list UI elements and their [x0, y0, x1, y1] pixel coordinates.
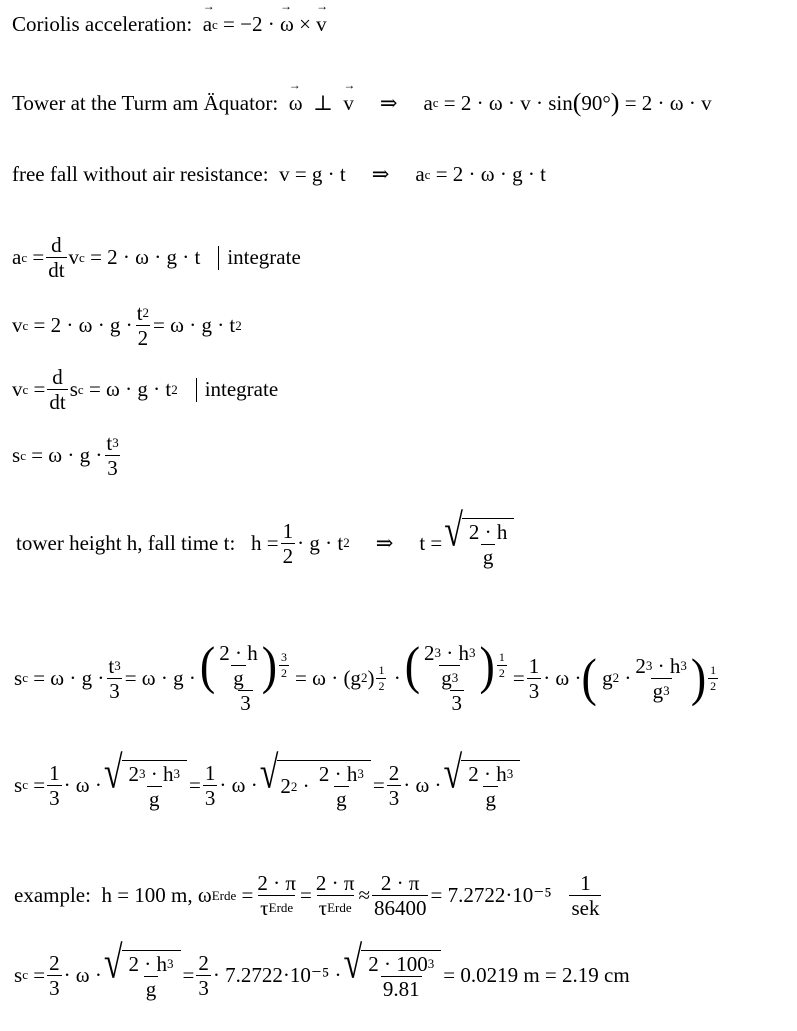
g-value: 9.81 [382, 977, 420, 1002]
equator-label: Tower at the Turm am Äquator: [12, 90, 289, 115]
coriolis-formula: → a c = −2 · → ω × → v [203, 12, 327, 37]
tower-formula: h = $\frac{1}{2}$ · g · t 2 ⇒ t = √ $\frac{2 \cdot h}{g}$ [251, 518, 516, 568]
equator-formula: a c = 2 · ω · v · sin ( 90° ) = 2 · ω · v [423, 88, 712, 117]
derivation-step-1: a c = $\frac{d}{dt}$ v c = 2 · ω · g · t integrate [12, 233, 301, 283]
free-fall-velocity: v = g · t [279, 162, 346, 186]
integrate-note: integrate [227, 245, 301, 270]
free-fall-acceleration: a c = 2 · ω · g · t [415, 162, 546, 186]
example-height: h = 100 m [101, 883, 188, 908]
derivation-step-2: v c = 2 · ω · g · t 2 2 = ω · g · t 2 [12, 301, 242, 351]
implies-arrow: ⇒ [379, 90, 398, 115]
implies-arrow: ⇒ [371, 162, 390, 186]
derivation-step-4: s c = ω · g · t 3 3 [12, 431, 119, 481]
substitution-line-1: s c = ω · g · t 3 3 = ω · g · ( $\frac{2 \cdot h}{g}$ ) $\frac{3}{2}$ 3 = ω · (g 2 ) $\frac{1}{2}$ · ( 2 3 · h 3 g 3 ) $\frac{1}{2}$ 3 = $\frac{1}{3}$ · ω · ( g 2 · 2 3 · h 3 g 3 ) $\frac{1}{2}$ [14, 635, 717, 716]
equator-line [12, 88, 712, 118]
d-dt-fraction: $\frac{d}{dt}$ [48, 233, 65, 283]
result-meters: 0.0219 m [460, 962, 540, 987]
example-line [14, 872, 603, 919]
day-seconds: 86400 [373, 896, 427, 921]
coriolis-label: Coriolis acceleration: [12, 12, 203, 36]
result-formula: s c = $\frac{2}{3}$ · ω · √ 2 · h 3 g = $\frac{2}{3}$ · 7.2722·10⁻⁵ · √ 2 · 100 3 9.81 = 0.0219 m = 2.19 cm [14, 938, 630, 1002]
free-fall-line [12, 162, 546, 187]
result-centimeters: 2.19 cm [562, 962, 630, 987]
tower-label: tower height h, fall time t: [16, 530, 252, 555]
free-fall-label: free fall without air resistance: [12, 162, 280, 186]
example-label: example: [14, 883, 102, 908]
coriolis-line [12, 12, 327, 37]
equator-perp: → ω ⊥ → v [289, 91, 354, 116]
omega-value: 7.2722·10⁻⁵ [447, 883, 552, 908]
condition-bar [196, 378, 197, 402]
height-number: 100 [396, 952, 428, 976]
tower-line [16, 506, 516, 570]
substitution-line-2: s c = $\frac{1}{3}$ · ω · √ 2 3 · h 3 g = $\frac{1}{3}$ · ω · √ 2 2 · 2 · h 3 g = $\frac{2}{3}$ · ω · √ 2 · h 3 g [14, 760, 522, 810]
example-formula: h = 100 m , ω Erde = 2 · π τ Erde = 2 · π τ Erde ≈ $\frac{2 \cdot \pi}{86400}$ = 7.2722·10⁻⁵ $\frac{1}{\text{sek}}$ [101, 871, 600, 921]
derivation-step-3: v c = $\frac{d}{dt}$ s c = ω · g · t 2 integrate [12, 365, 279, 415]
integrate-note: integrate [204, 377, 279, 402]
unit-denominator: sek [571, 896, 600, 921]
unit-numerator: 1 [580, 871, 591, 895]
condition-bar [218, 246, 219, 270]
result-line [14, 938, 630, 1002]
omega-value: 7.2722·10⁻⁵ [225, 962, 330, 987]
